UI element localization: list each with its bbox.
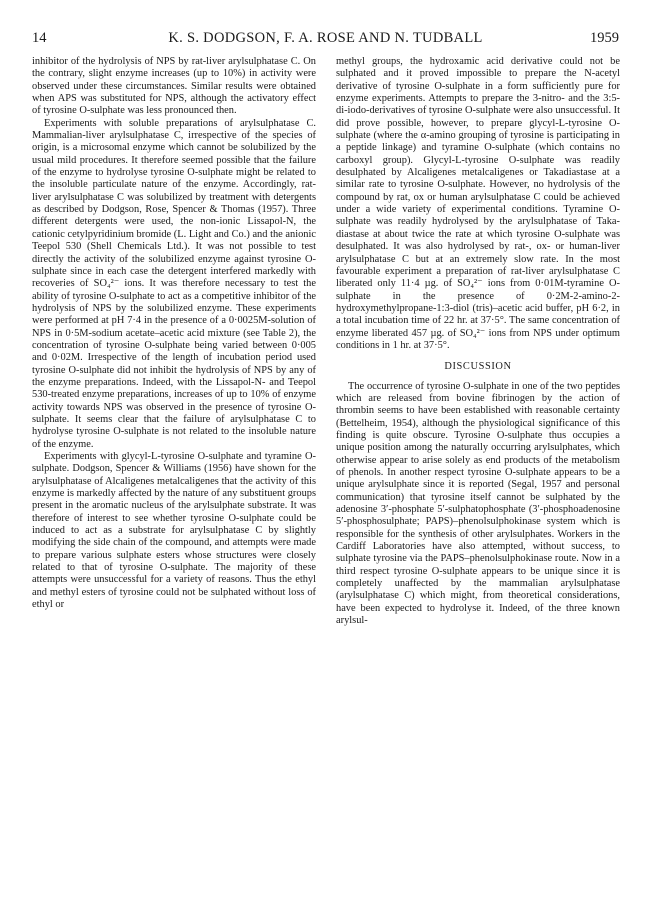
paragraph: methyl groups, the hydroxamic acid derivative could not be sulphated and it proved impossible to prepare the N-acetyl derivative of tyrosine O-sulphate in a form sufficiently pure for enzyme experiments. Attempts to prepare the 3-nitro- and the 3:5-di-iodo-derivatives of tyrosine O-sulphate were also unsuccessful. It did prove possible, however, to prepare glycyl-L-tyrosine O-sulphate (where the α-amino grouping of tyrosine is participating in a peptide linkage) and tyramine O-sulphate (which contains no carboxyl group). Glycyl-L-tyrosine O-sulphate was readily desulphated by Alcaligenes metalcaligenes or Takadiastase at a similar rate to tyrosine O-sulphate. However, no hydrolysis of the compound by rat, ox or human arylsulphatase C could be achieved under a wide variety of experimental conditions. Tyramine O-sulphate was readily hydrolysed by the arylsulphatase of Taka-diastase at about twice the rate at which tyrosine O-sulphate was desulphated. It was also hydrolysed by rat-, ox- or human-liver arylsulphatase C but at an extremely slow rate. In the most favourable experiment a preparation of rat-liver arylsulphatase C liberated only 11·4 µg. of SO₄²⁻ ions from 0·01M-tyramine O-sulphate in the presence of 0·2M-2-amino-2-hydroxymethylpropane-1:3-diol (tris)–acetic acid buffer, pH 6·2, in a total incubation time of 22 hr. at 37·5°. The same concentration of enzyme liberated 457 µg. of SO₄²⁻ ions from NPS under optimum conditions in 1 hr. at 37·5°. (336, 56, 620, 351)
right-column (336, 56, 620, 627)
page-number: 14 (32, 30, 47, 46)
section-heading-discussion: DISCUSSION (444, 361, 512, 373)
paragraph-soluble-preparations: Experiments with soluble preparations of arylsulphatase C. Mammalian-liver arylsulphatase C, irrespective of the species of origin, is a microsomal enzyme which cannot be solubilized by the usual mild procedures. It therefore seemed possible that the failure of the enzyme to hydrolyse tyrosine O-sulphate might be related to the insoluble particulate nature of the enzyme. Accordingly, rat-liver arylsulphatase C was solubilized by treatment with detergents as described by Dodgson, Rose, Spencer & Thomas (1957). Three different detergents were used, the non-ionic Lissapol-N, the cationic cetylpyridinium bromide (L. Light and Co.) and the anionic Teepol 530 (Shell Chemicals Ltd.). It was not possible to test directly the activity of the solubilized enzyme against tyrosine O-sulphate since in each case the detergent interfered markedly with recoveries of SO₄²⁻ ions. It was therefore necessary to test the ability of tyrosine O-sulphate to act as a competitive inhibitor of the hydrolysis of NPS by the solubilized enzyme. These experiments were performed at pH 7·4 in the presence of a 0·0025M-solution of NPS in 0·5M-sodium acetate–acetic acid mixture (see Table 2), the concentration of tyrosine O-sulphate being varied between 0·005 and 0·02M. Irrespective of the length of incubation period used tyrosine O-sulphate did not inhibit the hydrolysis of NPS by any of the enzyme preparations. Indeed, with the Lissapol-N- and Teepol 530-treated enzyme preparations, increases of up to 10% of enzyme activity towards NPS was observed in the presence of tyrosine O-sulphate. It seems clear that the failure of arylsulphatase C to hydrolyse tyrosine O-sulphate is not related to the insoluble nature of the enzyme. (32, 117, 316, 450)
paragraph-discussion: The occurrence of tyrosine O-sulphate in one of the two peptides which are released from bovine fibrinogen by the action of thrombin seems to have been established with reasonable certainty (Bettelheim, 1954), although the physiological significance of this finding is quite obscure. Tyrosine O-sulphate thus occupies a unique position among the naturally occurring arylsulphates, which otherwise appear to arise solely as end products of the metabolism of phenols. In another respect tyrosine O-sulphate appears to be a unique arylsulphate since it is reported (Segal, 1957 and personal communication) that tyrosine itself cannot be sulphated by the adenosine 3′-phosphate 5′-sulphatophosphate (3′-phosphoadenosine 5′-phosphosulphate; PAPS)–phenolsulphokinase system which is responsible for the synthesis of other arylsulphates. Workers in the Cardiff Laboratories have also attempted, without success, to sulphate tyrosine via the PAPS–phenolsulphokinase route. Now in a third respect tyrosine O-sulphate appears to be unique since it is completely unaffected by the mammalian arylsulphatase (arylsulphatase C) which might, from theoretical considerations, have been expected to hydrolyse it. Indeed, of the three known arylsul- (336, 380, 620, 627)
running-header (32, 30, 619, 48)
paragraph-glycyl-tyrosine: Experiments with glycyl-L-tyrosine O-sulphate and tyramine O-sulphate. Dodgson, Spencer & Williams (1956) have shown for the arylsulphatase of Alcaligenes metalcaligenes that the activity of this enzyme is markedly affected by the nature of any substituent groups present in the aromatic nucleus of the arylsulphate substrate. It was therefore of interest to see whether tyrosine O-sulphate could be induced to act as a substrate for arylsulphatase C by slightly modifying the side chain of the compound, and attempts were made to prepare various sulphate esters whose structures were closely related to that of tyrosine O-sulphate. The majority of these attempts were unsuccessful for a variety of reasons. Thus the ethyl and methyl esters of tyrosine could not be sulphated without loss of ethyl or (32, 451, 316, 611)
paragraph: inhibitor of the hydrolysis of NPS by rat-liver arylsulphatase C. On the contrary, slight enzyme increases (up to 10%) in activity were observed under these circumstances. Similar results were obtained when APS was substituted for NPS, although the activatory effect of tyrosine O-sulphate was less pronounced then. (32, 56, 316, 117)
running-title-authors: K. S. DODGSON, F. A. ROSE AND N. TUDBALL (168, 30, 483, 46)
publication-year: 1959 (590, 30, 619, 46)
left-column (32, 56, 316, 611)
